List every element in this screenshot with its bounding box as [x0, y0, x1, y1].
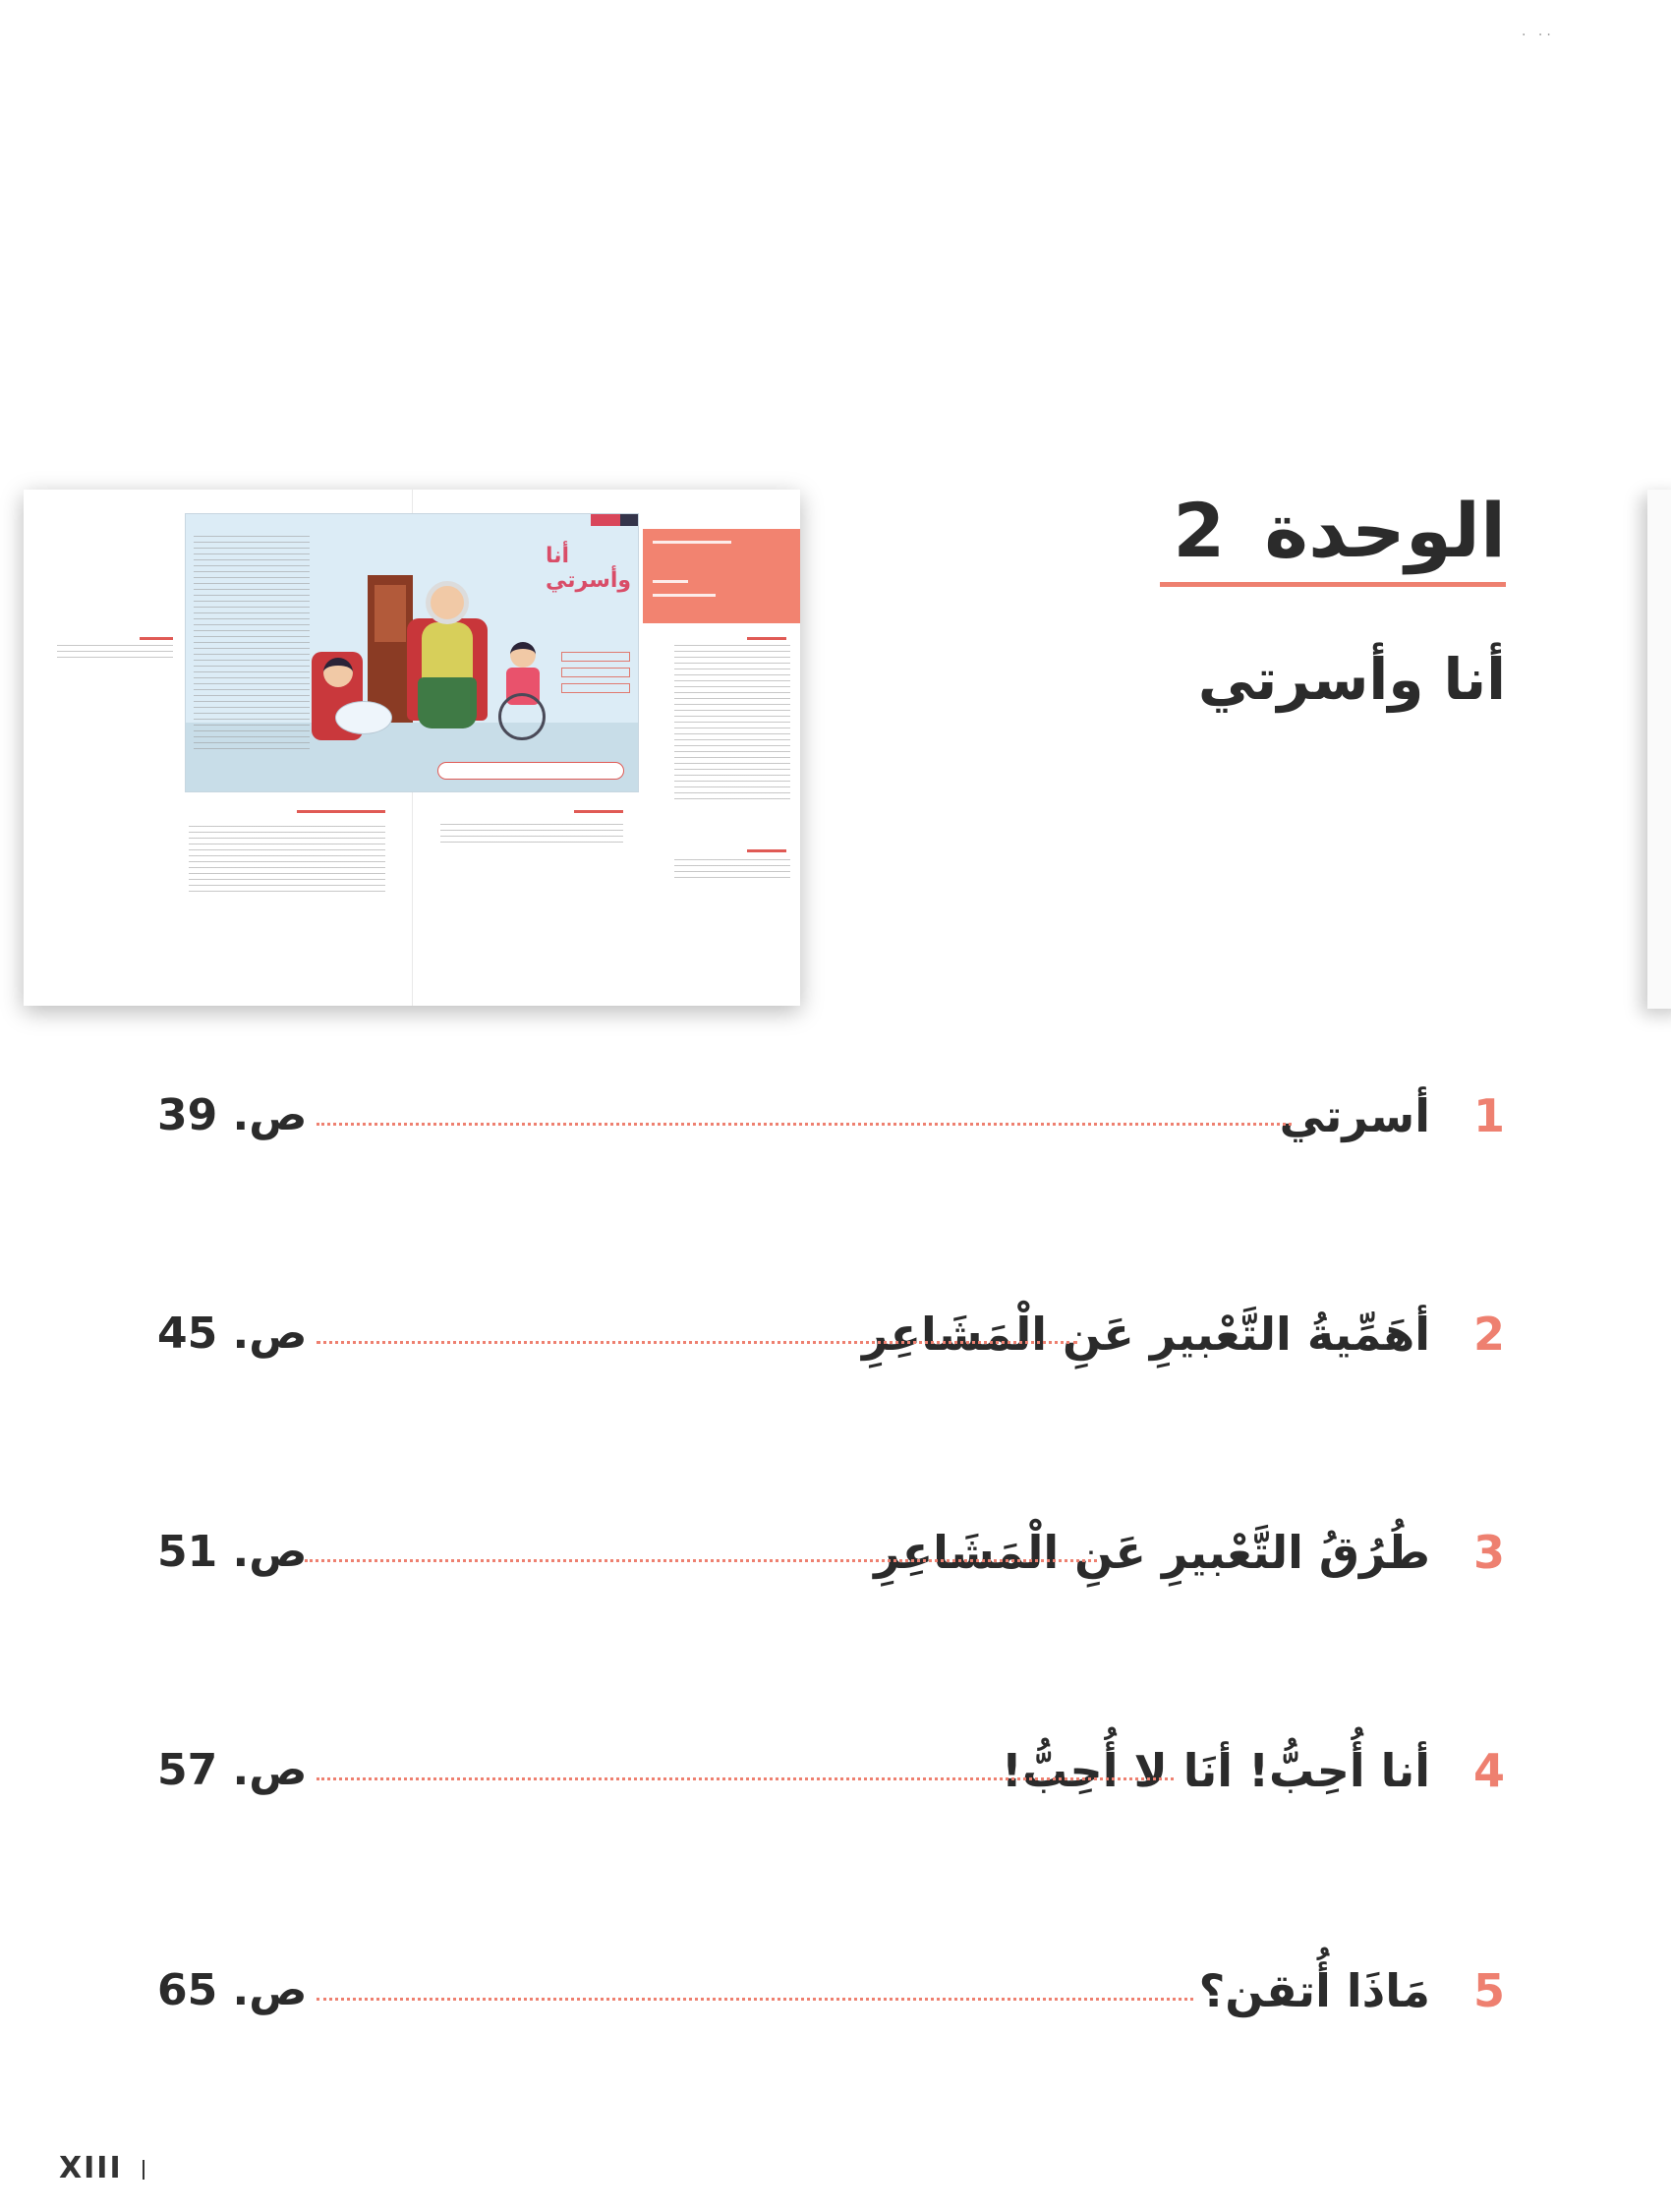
toc-item-title: أنا أُحِبُّ! أنَا لا أُحِبُّ! — [1001, 1744, 1430, 1797]
toc-item[interactable] — [157, 1508, 1509, 1597]
toc-item-page: ص. 39 — [157, 1090, 308, 1140]
toc-item-number: 3 — [1472, 1526, 1505, 1579]
toc-leader-dots — [317, 1998, 1193, 2001]
toc-leader-dots — [317, 1341, 1077, 1344]
toc-item-number: 4 — [1472, 1744, 1505, 1797]
toc-item[interactable] — [157, 1726, 1509, 1815]
page-number: XIII — [59, 2151, 123, 2185]
toc-item-number: 1 — [1472, 1089, 1505, 1142]
toc-item-page: ص. 45 — [157, 1309, 308, 1359]
unit-label: الوحدة — [1264, 487, 1506, 574]
toc-item-title: أسرتي — [1279, 1089, 1430, 1142]
toc-leader-dots — [305, 1559, 1097, 1562]
toc-item[interactable] — [157, 1072, 1509, 1160]
toc-item-title: أهَمِّيةُ التَّعْبيرِ عَنِ الْمَشَاعِرِ — [862, 1308, 1430, 1361]
unit-number: 2 — [1173, 487, 1226, 574]
toc-leader-dots — [317, 1777, 1174, 1780]
toc-item-title: طُرُقُ التَّعْبيرِ عَنِ الْمَشَاعِرِ — [874, 1526, 1430, 1579]
toc-item[interactable] — [157, 1290, 1509, 1378]
toc-item-number: 2 — [1472, 1308, 1505, 1361]
toc-item[interactable] — [157, 1947, 1509, 2035]
page-number-divider — [143, 2160, 144, 2180]
toc-item-page: ص. 51 — [157, 1527, 308, 1577]
unit-subtitle: أنا وأسرتي — [1197, 646, 1506, 713]
top-corner-mark: · ·· — [1522, 28, 1555, 43]
toc-item-page: ص. 57 — [157, 1745, 308, 1795]
page-number-footer — [59, 2151, 144, 2185]
illustration-title: أنا وأسرتي — [546, 544, 632, 593]
toc-item-title: مَاذَا أُتقن؟ — [1198, 1964, 1430, 2017]
toc-item-number: 5 — [1472, 1964, 1505, 2017]
toc-item-page: ص. 65 — [157, 1965, 308, 2015]
toc-leader-dots — [317, 1123, 1292, 1126]
